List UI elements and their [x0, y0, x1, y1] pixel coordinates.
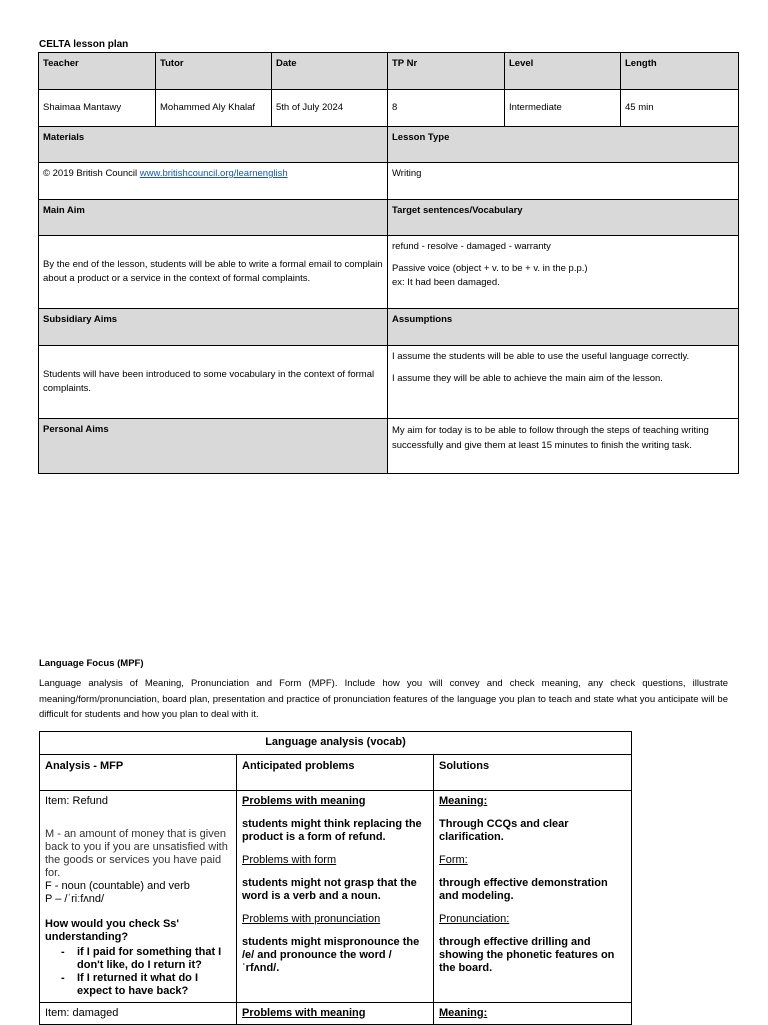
- pronunciation-text: P – /ˈriːfʌnd/: [45, 893, 105, 905]
- solution-pronunciation-heading: Pronunciation:: [439, 913, 510, 925]
- target-vocab-list: refund - resolve - damaged - warranty: [392, 241, 551, 252]
- solutions-cell: [434, 1003, 632, 1025]
- language-focus-description: Language analysis of Meaning, Pronunciation and Form (MPF). Include how you will convey and check meaning, any check questions, illustrate meaning/form/pronunciation, board plan, presentation and practice of pronunciation features of the language you plan to teach and state what you anticipate will be difficult for students and how you plan to deal with it.: [39, 678, 728, 720]
- solution-pronunciation-text: through effective drilling and showing the phonetic features on the board.: [439, 936, 615, 974]
- main-aim-text: By the end of the lesson, students will be able to write a formal email to complain about a product or a service in the context of formal complaints.: [39, 236, 388, 309]
- materials-text: © 2019 British Council: [43, 168, 138, 179]
- solution-meaning-heading: Meaning:: [439, 795, 488, 807]
- table-row: [40, 791, 632, 1003]
- document-title: CELTA lesson plan: [39, 39, 129, 50]
- solution-meaning-heading: Meaning:: [439, 1007, 488, 1019]
- assumption-1: I assume the students will be able to use the useful language correctly.: [392, 351, 690, 362]
- level-value: Intermediate: [505, 90, 621, 127]
- solutions-column-header: Solutions: [434, 755, 632, 791]
- item-label: Item: damaged: [45, 1007, 119, 1019]
- tp-nr-value: 8: [388, 90, 505, 127]
- solutions-cell: [434, 791, 632, 1003]
- problems-pronunciation-heading: Problems with pronunciation: [242, 913, 381, 925]
- date-value: 5th of July 2024: [272, 90, 388, 127]
- problems-meaning-heading: Problems with meaning: [242, 1007, 366, 1019]
- problems-form-heading: Problems with form: [242, 854, 337, 866]
- problems-column-header: Anticipated problems: [237, 755, 434, 791]
- british-council-link[interactable]: www.britishcouncil.org/learnenglish: [139, 168, 288, 179]
- lesson-type-value: Writing: [388, 163, 739, 200]
- solution-form-heading: Form:: [439, 854, 468, 866]
- level-header: Level: [505, 53, 621, 90]
- solution-form-text: through effective demonstration and modeling.: [439, 877, 608, 902]
- analysis-cell: [40, 1003, 237, 1025]
- problems-pronunciation-text: students might mispronounce the /e/ and pronounce the word /ˈrfʌnd/.: [242, 936, 420, 974]
- problems-meaning-heading: Problems with meaning: [242, 795, 366, 807]
- analysis-column-header: Analysis - MFP: [40, 755, 237, 791]
- problems-cell: [237, 791, 434, 1003]
- ccq-item: - If I returned it what do I expect to have back?: [45, 972, 231, 998]
- item-label: Item: Refund: [45, 795, 108, 807]
- tp-nr-header: TP Nr: [388, 53, 505, 90]
- solution-meaning-text: Through CCQs and clear clarification.: [439, 818, 569, 843]
- language-focus-title: Language Focus (MPF): [39, 658, 144, 669]
- table-row: [40, 1003, 632, 1025]
- language-analysis-table: [39, 731, 632, 1025]
- analysis-cell: [40, 791, 237, 1003]
- meaning-text: M - an amount of money that is given back to you if you are unsatisfied with the goods or services you have paid for.: [45, 828, 228, 879]
- subsidiary-aims-text: Students will have been introduced to some vocabulary in the context of formal complaints.: [39, 346, 388, 419]
- tutor-header: Tutor: [156, 53, 272, 90]
- assumptions-header: Assumptions: [388, 309, 739, 346]
- problems-meaning-text: students might think replacing the product is a form of refund.: [242, 818, 422, 843]
- assumptions-cell: [388, 346, 739, 419]
- form-text: F - noun (countable) and verb: [45, 880, 190, 892]
- tutor-value: Mohammed Aly Khalaf: [156, 90, 272, 127]
- main-aim-header: Main Aim: [39, 200, 388, 236]
- target-example: ex: It had been damaged.: [392, 277, 500, 288]
- language-analysis-caption: Language analysis (vocab): [40, 732, 632, 755]
- lesson-type-header: Lesson Type: [388, 127, 739, 163]
- target-vocab-header: Target sentences/Vocabulary: [388, 200, 739, 236]
- problems-cell: [237, 1003, 434, 1025]
- target-vocab-cell: [388, 236, 739, 309]
- ccq-item: - if I paid for something that I don't like, do I return it?: [45, 946, 231, 972]
- problems-form-text: students might not grasp that the word is a verb and a noun.: [242, 877, 417, 902]
- personal-aims-header: Personal Aims: [39, 419, 388, 474]
- date-header: Date: [272, 53, 388, 90]
- teacher-value: Shaimaa Mantawy: [39, 90, 156, 127]
- target-grammar: Passive voice (object + v. to be + v. in the p.p.): [392, 263, 588, 274]
- materials-cell: [39, 163, 388, 200]
- subsidiary-aims-header: Subsidiary Aims: [39, 309, 388, 346]
- assumption-2: I assume they will be able to achieve the main aim of the lesson.: [392, 373, 663, 384]
- teacher-header: Teacher: [39, 53, 156, 90]
- check-understanding-heading: How would you check Ss' understanding?: [45, 918, 180, 943]
- materials-header: Materials: [39, 127, 388, 163]
- ccq-list: [45, 946, 231, 998]
- lesson-plan-table: [38, 52, 739, 474]
- length-header: Length: [621, 53, 739, 90]
- length-value: 45 min: [621, 90, 739, 127]
- personal-aims-text: My aim for today is to be able to follow through the steps of teaching writing successfully and give them at least 15 minutes to finish the writing task.: [388, 419, 739, 474]
